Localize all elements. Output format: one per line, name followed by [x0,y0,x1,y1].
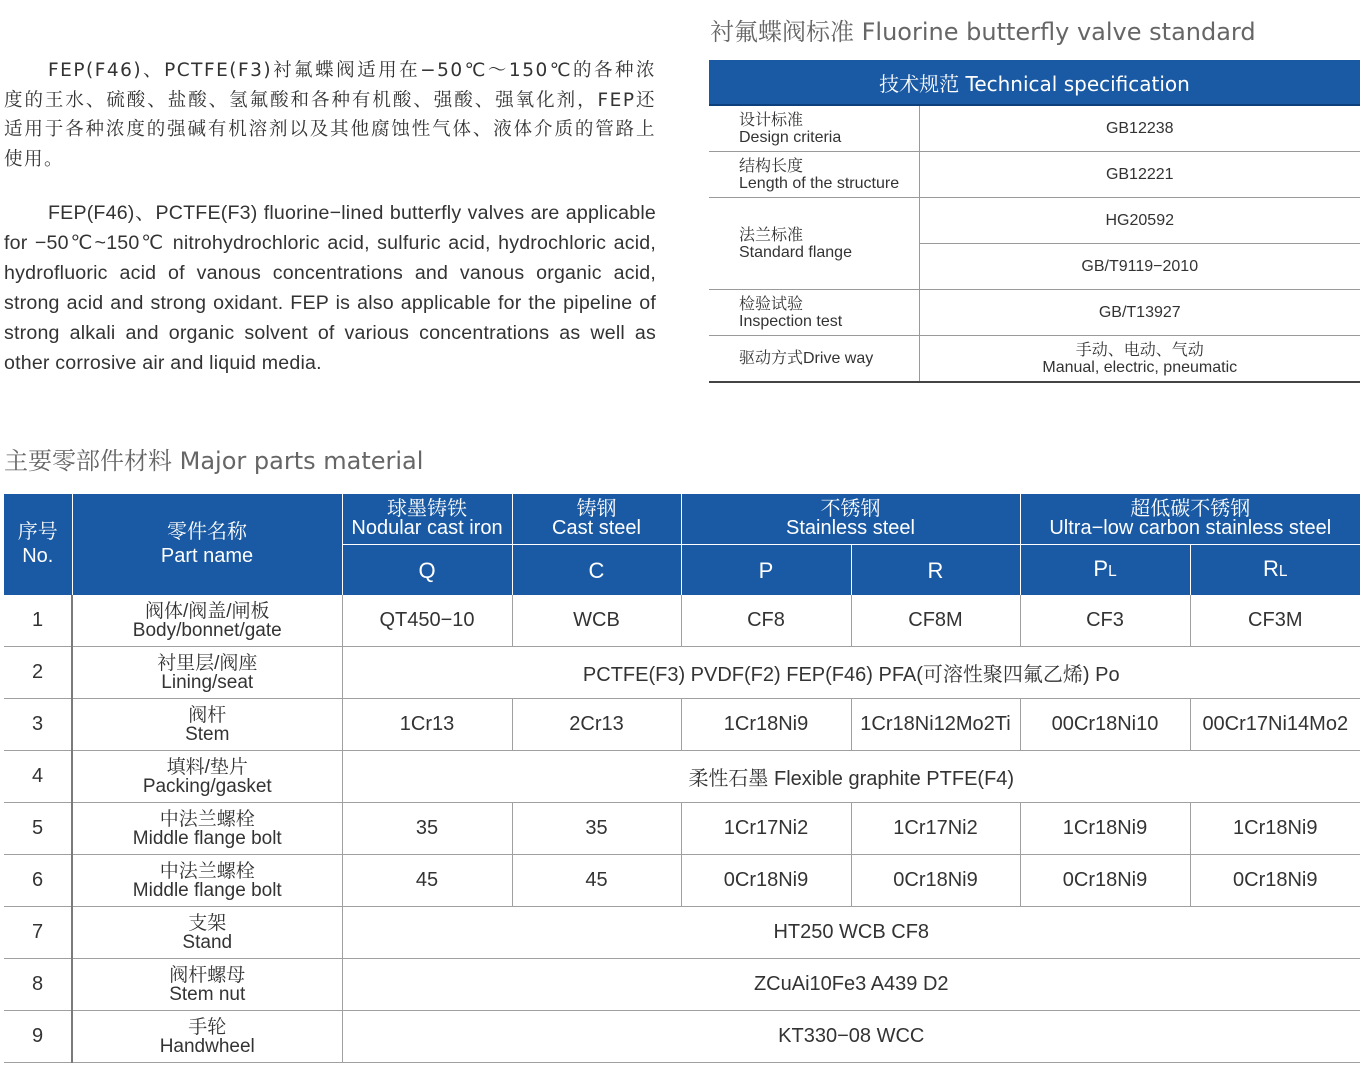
row-number: 6 [4,855,72,907]
code-header: PL [1020,545,1190,596]
parts-title: 主要零部件材料 Major parts material [4,447,424,475]
standard-header: 技术规范 Technical specification [709,60,1360,105]
row-number: 7 [4,907,72,959]
code-header: RL [1190,545,1360,596]
group-header: 超低碳不锈钢 Ultra−low carbon stainless steel [1020,494,1360,545]
row-number: 8 [4,959,72,1011]
part-name: 手轮 Handwheel [72,1011,342,1063]
material-cell: 00Cr18Ni10 [1020,699,1190,751]
part-name: 中法兰螺栓 Middle flange bolt [72,803,342,855]
spec-label: 结构长度 Length of the structure [709,152,919,198]
spec-value: GB/T13927 [919,290,1360,336]
spec-value: 手动、电动、气动 Manual, electric, pneumatic [919,336,1360,383]
spec-label: 设计标准 Design criteria [709,105,919,152]
material-span-cell: KT330−08 WCC [342,1011,1360,1063]
spec-row [709,290,1360,336]
material-span-cell: ZCuAi10Fe3 A439 D2 [342,959,1360,1011]
material-cell: CF3 [1020,595,1190,647]
material-cell: 0Cr18Ni9 [1190,855,1360,907]
material-span-cell: HT250 WCB CF8 [342,907,1360,959]
material-cell: 1Cr17Ni2 [851,803,1020,855]
material-cell: 0Cr18Ni9 [681,855,851,907]
group-header: 铸钢 Cast steel [512,494,681,545]
material-cell: CF3M [1190,595,1360,647]
material-cell: 1Cr13 [342,699,512,751]
part-name: 阀体/阀盖/闸板 Body/bonnet/gate [72,595,342,647]
material-cell: 45 [512,855,681,907]
intro-section [4,56,656,378]
row-number: 4 [4,751,72,803]
table-row [4,907,1360,959]
table-row [4,647,1360,699]
spec-row [709,198,1360,244]
material-cell: 00Cr17Ni14Mo2 [1190,699,1360,751]
material-cell: QT450−10 [342,595,512,647]
table-row [4,959,1360,1011]
row-number: 5 [4,803,72,855]
spec-row [709,152,1360,198]
spec-row [709,105,1360,152]
code-header: C [512,545,681,596]
code-header: P [681,545,851,596]
part-name: 阀杆 Stem [72,699,342,751]
material-cell: 0Cr18Ni9 [851,855,1020,907]
table-row [4,855,1360,907]
material-cell: 1Cr18Ni9 [1020,803,1190,855]
code-header: Q [342,545,512,596]
spec-label: 法兰标准 Standard flange [709,198,919,290]
row-number: 3 [4,699,72,751]
group-header: 球墨铸铁 Nodular cast iron [342,494,512,545]
material-cell: 35 [512,803,681,855]
material-span-cell: 柔性石墨 Flexible graphite PTFE(F4) [342,751,1360,803]
parts-table [4,494,1360,1063]
material-cell: 1Cr18Ni12Mo2Ti [851,699,1020,751]
code-header: R [851,545,1020,596]
material-cell: 2Cr13 [512,699,681,751]
material-cell: 1Cr18Ni9 [1190,803,1360,855]
material-cell: 35 [342,803,512,855]
row-number: 9 [4,1011,72,1063]
spec-value: GB/T9119−2010 [919,244,1360,290]
part-name: 中法兰螺栓 Middle flange bolt [72,855,342,907]
col-name-header: 零件名称 Part name [72,494,342,595]
group-header: 不锈钢 Stainless steel [681,494,1020,545]
material-cell: WCB [512,595,681,647]
material-cell: 0Cr18Ni9 [1020,855,1190,907]
standard-title: 衬氟蝶阀标准 Fluorine butterfly valve standard [710,18,1256,46]
part-name: 衬里层/阀座 Lining/seat [72,647,342,699]
part-name: 支架 Stand [72,907,342,959]
table-row [4,595,1360,647]
spec-value: HG20592 [919,198,1360,244]
material-cell: CF8 [681,595,851,647]
table-row [4,751,1360,803]
part-name: 阀杆螺母 Stem nut [72,959,342,1011]
spec-label: 检验试验 Inspection test [709,290,919,336]
spec-label: 驱动方式Drive way [709,336,919,383]
intro-chinese: FEP(F46)、PCTFE(F3)衬氟蝶阀适用在−50℃～150℃的各种浓度的王水、硫酸、盐酸、氢氟酸和各种有机酸、强酸、强氧化剂，FEP还适用于各种浓度的强碱有机溶剂以及其他腐蚀性气体、液体介质的管路上使用。 [4,60,656,170]
row-number: 1 [4,595,72,647]
table-row [4,803,1360,855]
spec-value: GB12238 [919,105,1360,152]
material-cell: CF8M [851,595,1020,647]
material-cell: 1Cr17Ni2 [681,803,851,855]
col-no-header: 序号 No. [4,494,72,595]
standard-table [709,60,1360,383]
material-cell: 45 [342,855,512,907]
material-cell: 1Cr18Ni9 [681,699,851,751]
part-name: 填料/垫片 Packing/gasket [72,751,342,803]
row-number: 2 [4,647,72,699]
intro-english: FEP(F46)、PCTFE(F3) fluorine−lined butterfly valves are applicable for −50℃~150℃ nitrohydrochloric acid, sulfuric acid, hydrochloric acid, hydrofluoric acid of vanous concentrations and vanous organic acid, strong acid and strong oxidant. FEP is also applicable for the pipeline of strong alkali and organic solvent of various concentrations as well as other corrosive air and liquid media. [4,202,656,374]
table-row [4,1011,1360,1063]
spec-value: GB12221 [919,152,1360,198]
spec-row [709,336,1360,383]
table-row [4,699,1360,751]
material-span-cell: PCTFE(F3) PVDF(F2) FEP(F46) PFA(可溶性聚四氟乙烯) Po [342,647,1360,699]
